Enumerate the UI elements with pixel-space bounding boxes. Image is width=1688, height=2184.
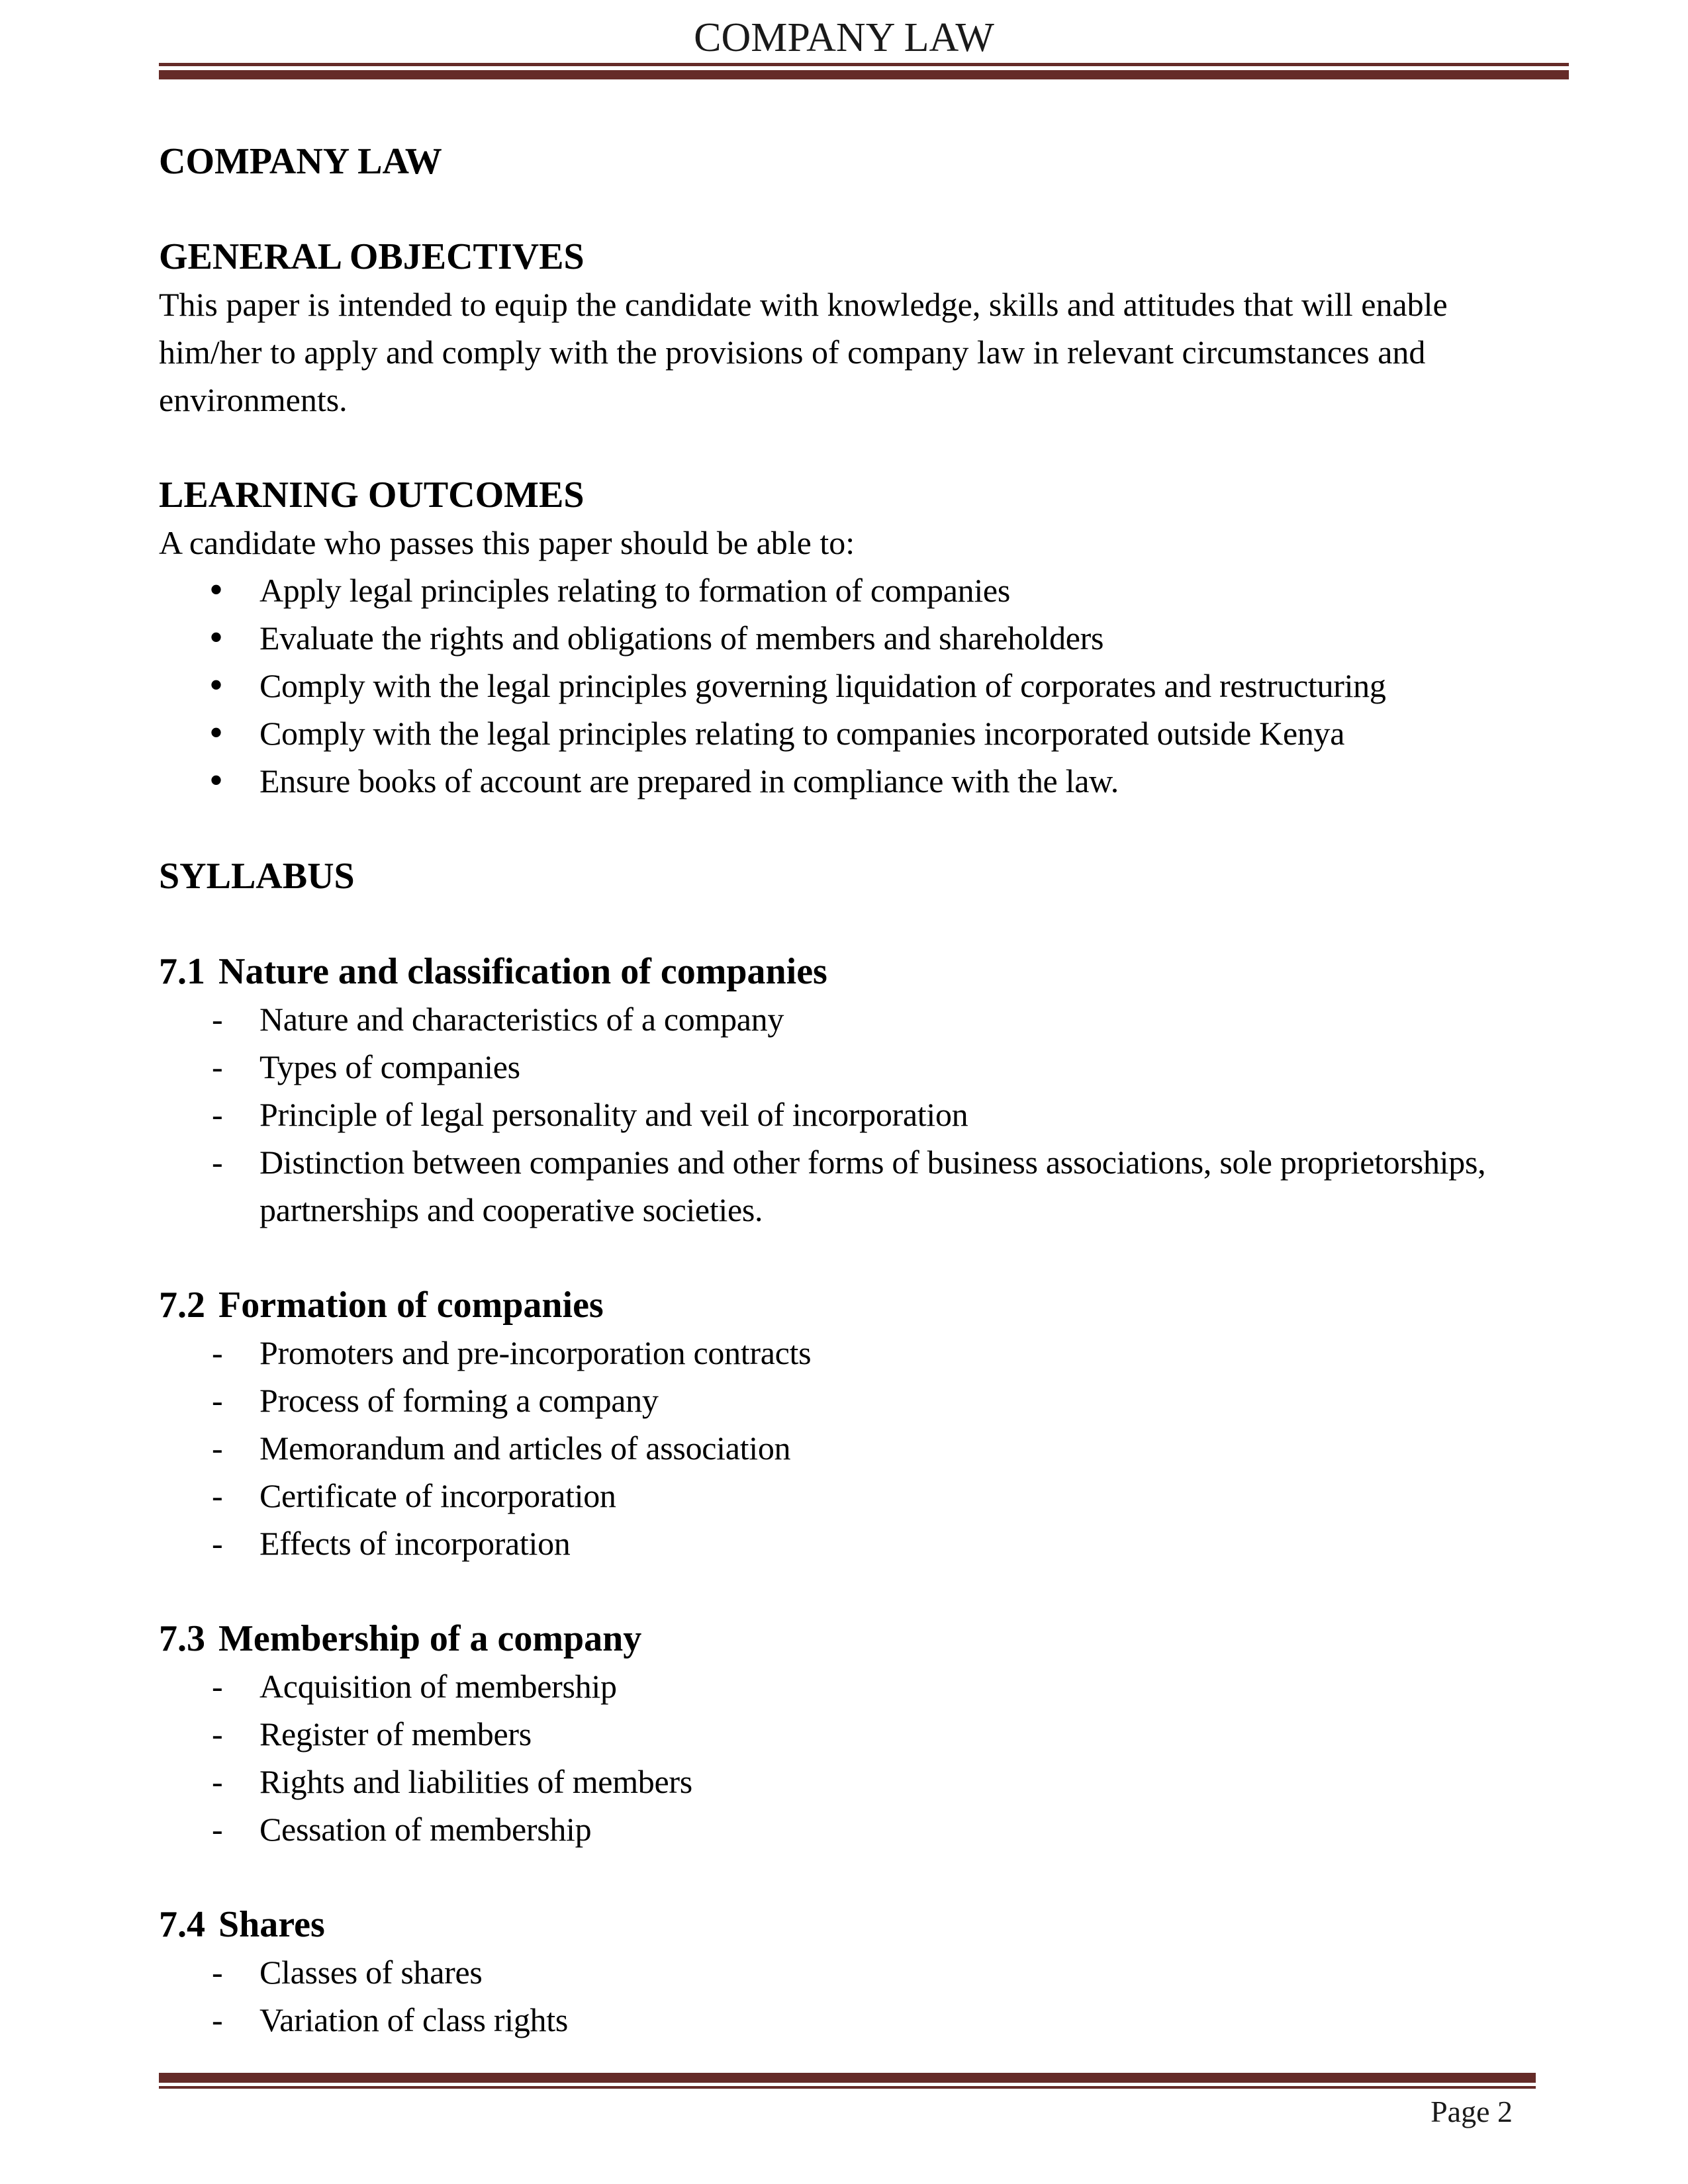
list-item: - Effects of incorporation	[159, 1520, 1542, 1567]
list-item: - Principle of legal personality and veil of incorporation	[159, 1091, 1542, 1138]
list-item: - Register of members	[159, 1710, 1542, 1758]
list-item: - Process of forming a company	[159, 1377, 1542, 1424]
list-item: • Comply with the legal principles governing liquidation of corporates and restructuring	[159, 662, 1542, 709]
list-item: - Certificate of incorporation	[159, 1472, 1542, 1520]
section-title: Shares	[218, 1904, 325, 1945]
section-7-4-heading	[159, 1901, 1542, 1948]
section-title: Membership of a company	[218, 1618, 642, 1659]
list-item: - Acquisition of membership	[159, 1662, 1542, 1710]
running-header-title: COMPANY LAW	[694, 15, 994, 60]
general-objectives-paragraph: This paper is intended to equip the candidate with knowledge, skills and attitudes that will enable him/her to apply and comply with the provisions of company law in relevant circumstances and environments.	[159, 286, 1448, 418]
list-item: - Types of companies	[159, 1043, 1542, 1091]
section-number: 7.1	[159, 951, 205, 992]
page-number-label: Page 2	[1430, 2095, 1513, 2128]
section-title: Nature and classification of companies	[218, 951, 827, 992]
header-rule	[159, 63, 1569, 79]
section-7-1-heading	[159, 948, 1542, 995]
section-number: 7.2	[159, 1285, 205, 1326]
list-item: - Variation of class rights	[159, 1996, 1542, 2044]
list-item: • Comply with the legal principles relating to companies incorporated outside Kenya	[159, 709, 1542, 757]
section-7-3-heading	[159, 1615, 1542, 1662]
section-7-4-list	[159, 1948, 1542, 2044]
list-item: • Ensure books of account are prepared in compliance with the law.	[159, 757, 1542, 805]
footer-rule-thin-line	[159, 2086, 1536, 2089]
footer-rule-thick-bar	[159, 2073, 1536, 2083]
list-item: • Apply legal principles relating to formation of companies	[159, 567, 1542, 614]
list-item: - Nature and characteristics of a company	[159, 995, 1542, 1043]
list-item: - Distinction between companies and other forms of business associations, sole proprietorships, partnerships and cooperative societies.	[159, 1138, 1542, 1234]
general-objectives-heading: GENERAL OBJECTIVES	[159, 236, 585, 277]
section-7-3-list	[159, 1662, 1542, 1853]
list-item: - Classes of shares	[159, 1948, 1542, 1996]
section-7-1-list	[159, 995, 1542, 1234]
section-title: Formation of companies	[218, 1285, 604, 1326]
header-rule-thick-bar	[159, 70, 1569, 79]
list-item: - Rights and liabilities of members	[159, 1758, 1542, 1805]
footer-rule	[159, 2073, 1536, 2089]
section-number: 7.4	[159, 1904, 205, 1945]
learning-outcomes-heading: LEARNING OUTCOMES	[159, 475, 585, 516]
learning-outcomes-list	[159, 567, 1542, 805]
section-7-2-heading	[159, 1281, 1542, 1329]
document-title: COMPANY LAW	[159, 141, 442, 182]
list-item: - Cessation of membership	[159, 1805, 1542, 1853]
syllabus-heading: SYLLABUS	[159, 856, 355, 897]
document-body	[159, 138, 1542, 2044]
list-item: - Promoters and pre-incorporation contracts	[159, 1329, 1542, 1377]
section-7-2-list	[159, 1329, 1542, 1567]
list-item: • Evaluate the rights and obligations of members and shareholders	[159, 614, 1542, 662]
list-item: - Memorandum and articles of association	[159, 1424, 1542, 1472]
learning-outcomes-intro: A candidate who passes this paper should be able to:	[159, 524, 855, 561]
section-number: 7.3	[159, 1618, 205, 1659]
